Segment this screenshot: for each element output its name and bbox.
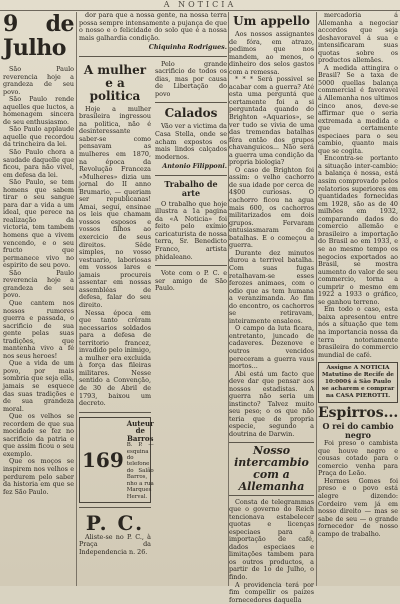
article-title: Um appello — [233, 14, 310, 28]
column-4 — [318, 12, 398, 586]
column-2 — [79, 12, 227, 586]
paragraph: Vão ver a victima da Casa Stella, onde se acham expostos os mais lindos calçados modernos. — [155, 122, 227, 161]
column-3 — [229, 12, 314, 604]
paragraph: A providencia terá por fim compellir os paizes fornecedores daquella — [229, 580, 314, 604]
paragraph: O trabalho que hoje illustra a 1a pagina da «A Noticia» foi feito pelo exímio caricaturista de nossa terra, Sr. Benedicto Franco, artista phidaleano. — [155, 199, 227, 261]
ad-title: Auteur de Barros — [126, 418, 154, 443]
signature: Antonio Filipponi. — [162, 162, 227, 171]
paragraph: Que os moços se inspirem nos velhos e perdurem pelo saber da historia em que se fez São Paulo. — [3, 457, 74, 496]
paragraph: dor para que a nossa gente, na nossa terra possa sempre intensamente a pujança de que o nosso e o felicidade do solo que é a nossa mais galhardia condição. — [79, 11, 227, 42]
masthead: A NOTICIA — [0, 0, 400, 11]
paragraph: Encontra-se portanto a situação inter-cambio: a balança é nossa, está assim comprovado pelos relatorios superiores em quantidades fornecidas em 1928, são as de 40 milhões em 1932, comparando dados do comercio allemão e brasileiro a importação do Brasil ao em 1933, e se ao mesmo tempo os negocios exportados ao Brasil, se mostra aumento do valor de seu commercio, torna a cumprir o mesmo em 1922 a 1933 o gráfico, se ganhou terreno. — [318, 154, 398, 306]
paragraph: O campo da luta ficara, entretanto, juncado de cadaveres. Dezenove e outros vencidos pereceram a guerra vaus mortos... — [229, 324, 314, 371]
paragraph: Aliste-se no P. C., à Praça da Independencia n. 26. — [79, 532, 151, 556]
divider — [155, 102, 227, 103]
paragraph: Hoje a mulher brasileira ingressou na politica, não é desinteressante saber-se como pensavam as mulheres em 1870, na época da Revolução Franceza «Mulheres» dizia um jornal do II anno Brumario, — queriam ser republicanas! Amai, seguí, ensinae os leis que chamam vossos esposos e vossos filhos ao exercicio de seus direitos. Sêde simples, no vosso vestuario, laboriosas em vossos lares e jamais procureis assentar em nossas assembléas de defesa, falar do seu direito. — [79, 104, 151, 309]
column-rule — [76, 12, 77, 586]
paragraph: São Paulo reverencia hoje a grandeza de seu povo. — [3, 65, 74, 96]
divider — [155, 175, 227, 176]
signature: Chiquinha Rodrigues. — [148, 43, 227, 52]
divider — [79, 412, 151, 413]
paragraph: mercadoria á Allemanha a negociar accordos que seja deshavoravel á sua e intensificaram suas quotas sobre os productos allemães. — [318, 11, 398, 65]
ad-text: B. P. — esquina do telefone do Salão Barros, nho a rua Marques Herval. — [126, 442, 154, 500]
paragraph: São Paulo, se tem homens que sabem tirar o seu sangue para dar a vida a um ideal, que perece na realização da victoria, tem tambem homens que a vivem vencendo, e o seu fructo que permanece vivo no espirito de seu povo. — [3, 178, 74, 270]
divider — [79, 507, 151, 508]
divider — [155, 265, 227, 266]
headline-9-de-julho: 9 de Julho — [3, 11, 74, 61]
paragraph: Que cantem nos nossos rumores guerra e passada, o sacrificio de sua gente pelas suas tradições, que mantenha vivo a fé nos seus heroes! — [3, 298, 74, 360]
paragraph: Durante dez minutos durou a terrivel batalha. Com suas fugas retalhavam-se esses ferozes animaes, com o odio que as tem humana a veranzimanda. Ao fim do encontro, os cachorros se retiravam, inteiramente ensaleos. — [229, 248, 314, 325]
women-politics-article — [79, 61, 154, 557]
column-rule — [316, 12, 317, 586]
paragraph: Aos nossos assignantes de fóra, em atrazo, pedimos que nos mandem, ao menos, o dinheiro dos selos gastos com a remessa. — [229, 30, 314, 76]
paragraph: Vote com o P. C. e ser amigo de São Paulo. — [155, 269, 227, 293]
paragraph: * * * Será possivel se acabar com a guerra? Até esta uma perguntá que certamente foi a si perguntada quando do Brighton «Aquarios», se ver tudo se vivia de uma das tremendas batalhas fêra então dos grupos chavanguicos... Não será a guerra uma condição da propria biologia? — [229, 75, 314, 167]
article-title: Espirros... — [318, 405, 399, 422]
women-politics-section — [79, 61, 227, 557]
paragraph: A medida attingira o Brasil? Se a taxa de 5000 quellas balança commercial é favoravel á Allemanha nos ultimos cinco anos, deve-se affirmar que o seria extremada a medida e que certamente especiaes para o seu cambio, quanto mais que se cogita. — [318, 63, 398, 155]
article-title: Nosso intercambio com a Allemanha — [229, 442, 314, 496]
paragraph: Foi preso o cambista que houve negro e cousas cotado para o comercio venha para Praça do Leão. — [318, 439, 398, 478]
paragraph: Consta de telegrammas que o governo do Reich tencionava estabelecer quotas e licenças especiaes para a importação de café, dados especiaes e limitações tambem para os outros productos, a partir de 1o de Julho, o findo. — [229, 497, 314, 581]
paragraph: Nessa época em que tanto crêram necessarios soldados para a defesa de territorio francez, invadido pelo inimigo, a mulher era excluida à força das fileiras militares. Nesse sentido a Convenção, de 30 de Abril de 1793, baixou um decreto. — [79, 308, 151, 408]
barros-advertisement — [79, 417, 154, 503]
ad-body — [127, 420, 154, 500]
article-title: Trabalho de arte — [164, 178, 218, 198]
paragraph: São Paulo rende aquelles que luctos, a homenagem sincera de seu enthusiasmo. — [3, 95, 74, 126]
paragraph: Abi está um facto que deve dar que pensar aos nossos estadistas. A guerra não seria um instincto? Talvez muito seu peso; o os que não teria que de propria especie, segundo a doutrina de Darwin. — [229, 369, 314, 438]
calados-article — [155, 61, 227, 557]
paragraph: Hermes Gomes foi preso e o povo está alegre dizendo: Cordeiro vem já em nosso direito — mas se sabe de seu — o grande fornecedor de nosso campo de trabalho. — [318, 476, 398, 538]
paragraph: O caso de Brighton foi assim: o velho cachorro de sua idade por cerca de 4$00 curiosas. O cachorro ficou na agua mais 600, os cachorros militarizados em dois grupos. Fervaram entusiasmaram de batalhas. E o começou a guerra. — [229, 165, 314, 250]
paragraph: Em todo o caso, esta baixa apresentou entre nós a situação que tem na importancia nossa da terra notoriamente brasileira do commercio mundial de café. — [318, 305, 398, 359]
paragraph: São Paulo applaude aquelle que recordou da trincheira da lei. — [3, 125, 74, 149]
article-subtitle: O rei do cambio negro — [322, 421, 394, 441]
paragraph: São Paulo reverencia hoje a grandeza de seu povo. — [3, 268, 74, 300]
article-title: Calados — [164, 106, 218, 121]
paragraph: São Paulo chora a saudade daquelle que ficou, para não vivel, em defesa da lei. — [3, 148, 74, 179]
ad-number: 169 — [82, 447, 124, 472]
pc-title: P. C. — [85, 510, 145, 535]
article-title: A mulher e a politica — [83, 62, 147, 103]
paragraph: Pelo grande sacrificio de todos os dias, mas por causa de Libertação do povo — [155, 59, 227, 98]
divider — [79, 56, 227, 57]
paragraph: Que a vida de um povo, por mais sombria que seja ella, jamais se esquece das suas tradições e de sua grandeza moral. — [3, 359, 74, 413]
paragraph: Que os velhos se recordem de que sua mocidade se fez no sacrificio da patria e que assim ficou o seu exemplo. — [3, 412, 74, 458]
column-1 — [3, 12, 74, 586]
house-advertisement: Assigne A NOTICIA Matutino de Recife de 10:000$ á São Paulo se acharem e comprar na CASA PIEROTTI. — [318, 362, 398, 403]
